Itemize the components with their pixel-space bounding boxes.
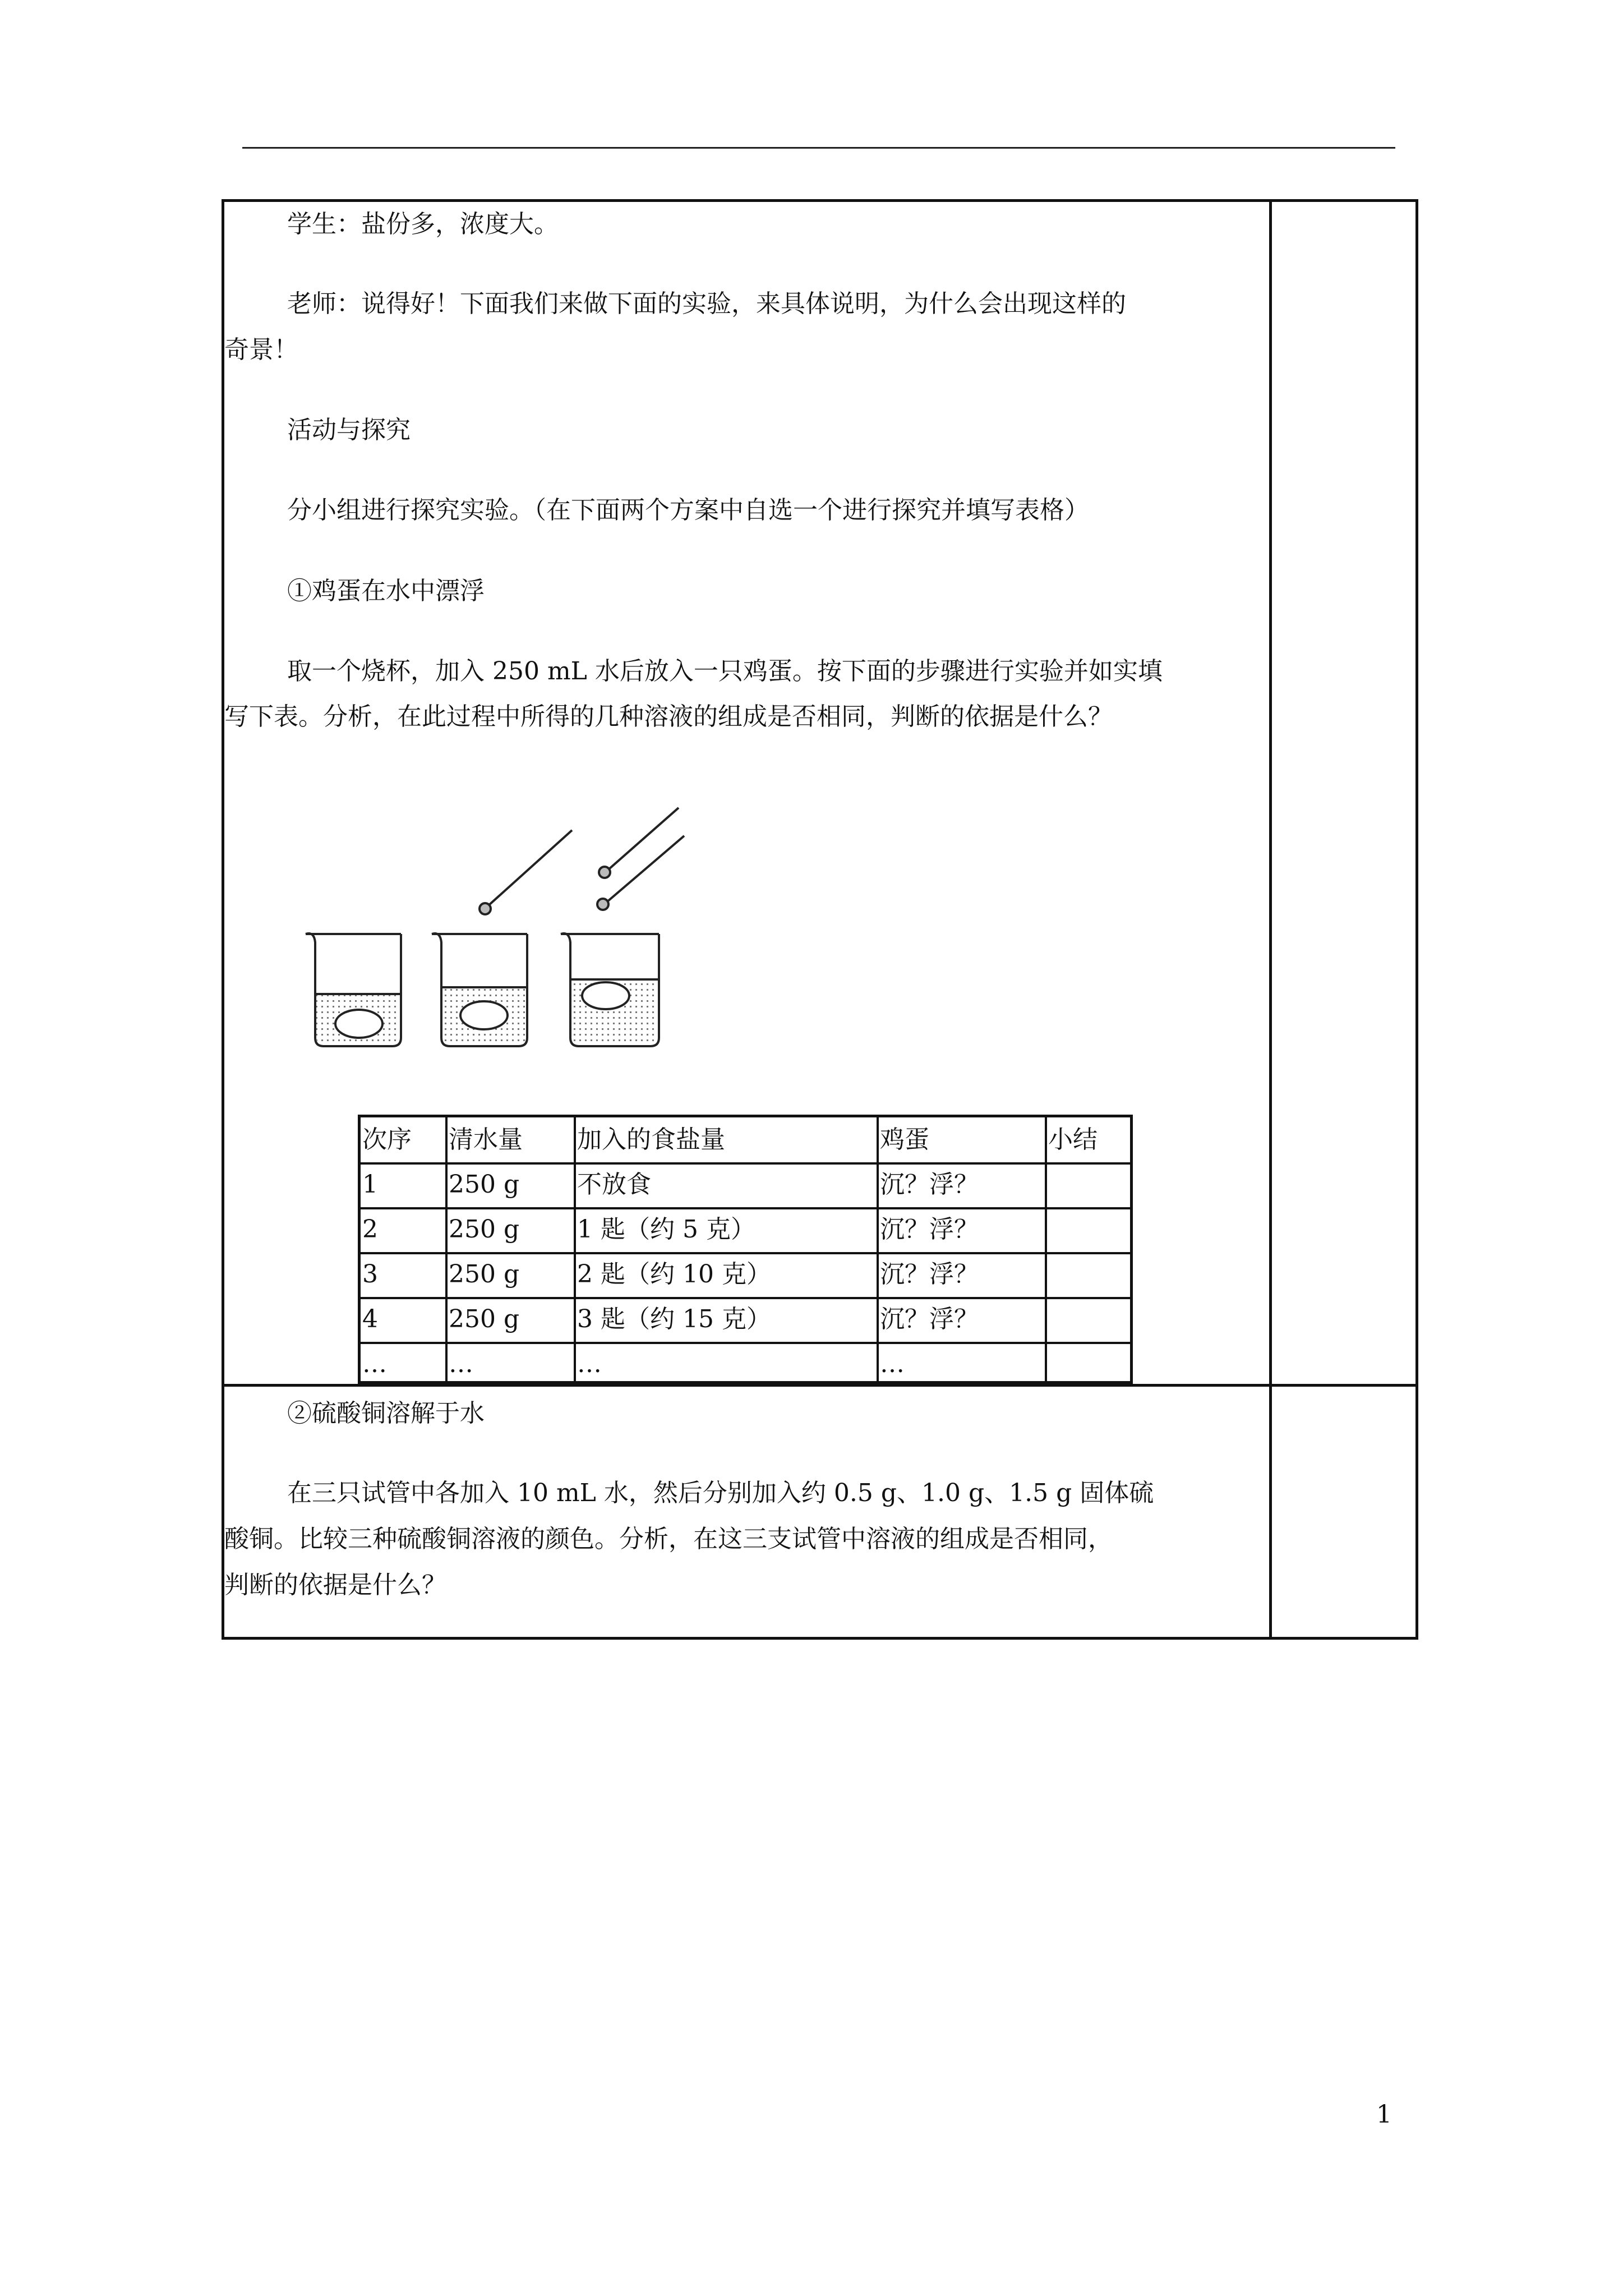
- row2-salt: 1 匙（约 5 克）: [577, 1215, 755, 1244]
- row3-order: 3: [362, 1260, 378, 1289]
- spoon-3a: [608, 808, 679, 869]
- row5-salt: …: [577, 1350, 602, 1378]
- egg-2: [460, 1001, 508, 1029]
- page-number: 1: [1376, 2100, 1392, 2129]
- salt-experiment-table: [358, 1115, 1133, 1384]
- row1-water: 250 g: [449, 1170, 520, 1199]
- plan2-text-1: 在三只试管中各加入 10 mL 水，然后分别加入约 0.5 g、1.0 g、1.5 g 固体硫: [287, 1479, 1154, 1507]
- plan2-text-3: 判断的依据是什么？: [224, 1571, 446, 1599]
- plan2-text-2: 酸铜。比较三种硫酸铜溶液的颜色。分析，在这三支试管中溶液的组成是否相同，: [224, 1525, 1113, 1553]
- teacher-line-2: 奇景！: [224, 335, 298, 364]
- row4-egg: 沉？浮？: [880, 1305, 979, 1333]
- header-egg: 鸡蛋: [880, 1125, 929, 1154]
- activity-heading: 活动与探究: [287, 416, 411, 444]
- row4-water: 250 g: [449, 1305, 520, 1333]
- header-water: 清水量: [449, 1125, 523, 1154]
- row5-order: …: [362, 1350, 387, 1378]
- row1-salt: 不放食: [577, 1170, 651, 1199]
- group-instruction: 分小组进行探究实验。（在下面两个方案中自选一个进行探究并填写表格）: [287, 496, 1089, 524]
- row3-water: 250 g: [449, 1260, 520, 1289]
- beaker-3: [561, 808, 684, 1046]
- beaker-1: [306, 933, 401, 1046]
- plan1-text-2: 写下表。分析，在此过程中所得的几种溶液的组成是否相同，判断的依据是什么？: [224, 702, 1113, 731]
- row3-salt: 2 匙（约 10 克）: [577, 1260, 771, 1289]
- row2-order: 2: [362, 1215, 378, 1244]
- header-order: 次序: [362, 1125, 412, 1154]
- beaker-2: [432, 830, 572, 1046]
- row-divider: [222, 1384, 1418, 1387]
- header-summary: 小结: [1048, 1125, 1098, 1154]
- row5-egg: …: [880, 1350, 905, 1378]
- egg-3: [582, 982, 629, 1009]
- row5-water: …: [449, 1350, 473, 1378]
- spoon-2: [488, 830, 572, 906]
- plan1-title: ①鸡蛋在水中漂浮: [287, 577, 485, 605]
- egg-1: [335, 1010, 382, 1038]
- plan2-title: ②硫酸铜溶解于水: [287, 1399, 485, 1428]
- row3-egg: 沉？浮？: [880, 1260, 979, 1289]
- row2-egg: 沉？浮？: [880, 1215, 979, 1244]
- header-salt: 加入的食盐量: [577, 1125, 725, 1154]
- spoon-3b: [607, 836, 684, 902]
- row1-egg: 沉？浮？: [880, 1170, 979, 1199]
- beaker-illustration: [292, 797, 695, 1055]
- row4-salt: 3 匙（约 15 克）: [577, 1305, 771, 1333]
- student-line: 学生：盐份多，浓度大。: [287, 210, 559, 238]
- teacher-line-1: 老师：说得好！下面我们来做下面的实验，来具体说明，为什么会出现这样的: [287, 289, 1126, 318]
- header-rule: [242, 147, 1395, 149]
- plan1-text-1: 取一个烧杯，加入 250 mL 水后放入一只鸡蛋。按下面的步骤进行实验并如实填: [287, 657, 1163, 685]
- notes-column-divider: [1269, 199, 1272, 1640]
- row1-order: 1: [362, 1170, 378, 1199]
- row2-water: 250 g: [449, 1215, 520, 1244]
- row4-order: 4: [362, 1305, 378, 1333]
